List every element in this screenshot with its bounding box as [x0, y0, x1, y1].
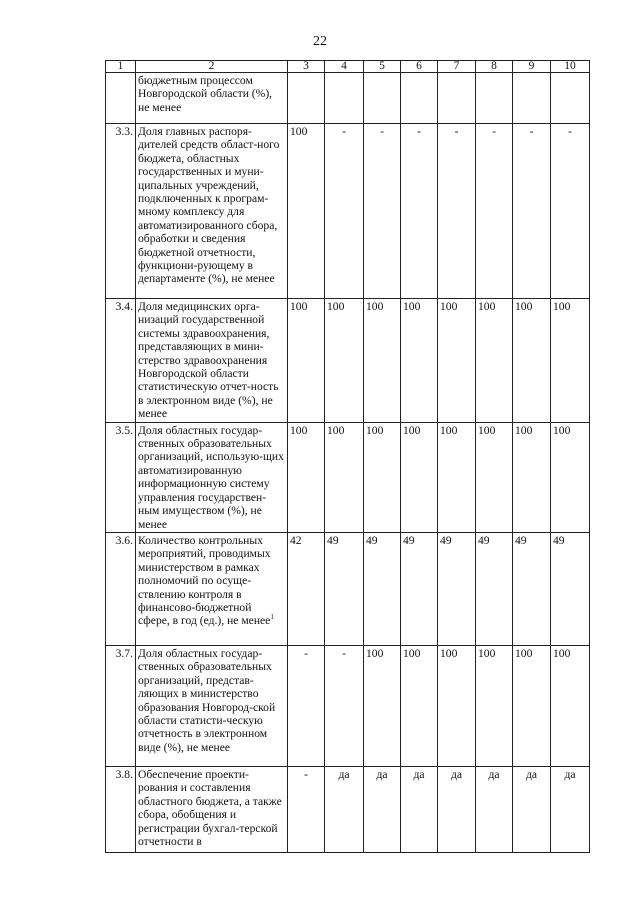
value-cell: 49	[551, 532, 590, 645]
value-cell: 100	[438, 422, 476, 532]
table-row	[106, 124, 590, 299]
value-cell: 49	[325, 532, 364, 645]
indicator-text-content: Доля областных государ-ственных образовательных организаций, представ-ляющих в министерство образования Новгород-ской области статисти-ческую отчетность в электронном виде (%), не менее	[138, 646, 276, 754]
row-number: 3.7.	[106, 645, 136, 766]
table-row	[106, 299, 590, 423]
value-cell	[513, 73, 551, 124]
value-cell: да	[438, 766, 476, 852]
value-cell: -	[364, 124, 401, 299]
value-cell: 100	[513, 422, 551, 532]
value-cell	[401, 73, 438, 124]
row-number: 3.3.	[106, 124, 136, 299]
indicator-text	[136, 124, 288, 299]
indicator-text-content: Доля медицинских орга-низаций государственной системы здравоохранения, представляющих в мини-стерство здравоохранения Новгородской области статистическую отчет-ность в электронном виде (%), не менее	[138, 300, 279, 421]
header-cell: 9	[513, 61, 551, 73]
value-cell: да	[401, 766, 438, 852]
header-cell: 1	[106, 61, 136, 73]
indicators-table	[105, 60, 590, 853]
table-row	[106, 766, 590, 852]
value-cell: -	[288, 645, 325, 766]
value-cell: 100	[288, 422, 325, 532]
value-cell: 100	[476, 422, 513, 532]
value-cell: 49	[476, 532, 513, 645]
value-cell: да	[325, 766, 364, 852]
indicator-text	[136, 73, 288, 124]
table-row	[106, 73, 590, 124]
header-cell: 3	[288, 61, 325, 73]
value-cell: 100	[288, 124, 325, 299]
value-cell: 100	[364, 299, 401, 423]
value-cell	[476, 73, 513, 124]
row-number: 3.8.	[106, 766, 136, 852]
header-cell: 5	[364, 61, 401, 73]
value-cell: 100	[288, 299, 325, 423]
header-cell: 7	[438, 61, 476, 73]
value-cell: -	[551, 124, 590, 299]
indicator-text-content: Доля главных распоря-дителей средств област-ного бюджета, областных государственных и муни-ципальных учреждений, подключенных к програм-мному комплексу для автоматизированного сбора, обработки и сведения бюджетной отчетности, функциони-рующему в департаменте (%), не менее	[138, 125, 280, 286]
value-cell: -	[476, 124, 513, 299]
value-cell: 100	[364, 422, 401, 532]
table-row	[106, 532, 590, 645]
value-cell: 100	[551, 645, 590, 766]
value-cell: 100	[476, 299, 513, 423]
table-row	[106, 645, 590, 766]
value-cell: 100	[513, 299, 551, 423]
value-cell	[325, 73, 364, 124]
value-cell: -	[325, 124, 364, 299]
indicator-text	[136, 766, 288, 852]
indicator-text-content: Доля областных государ-ственных образовательных организаций, использую-щих автоматизированную информационную систему управления государствен-ным имуществом (%), не менее	[138, 423, 284, 531]
header-cell: 10	[551, 61, 590, 73]
value-cell: 100	[401, 645, 438, 766]
value-cell	[551, 73, 590, 124]
header-cell: 8	[476, 61, 513, 73]
row-number	[106, 73, 136, 124]
header-row	[106, 61, 590, 73]
value-cell: 100	[401, 299, 438, 423]
value-cell: 100	[401, 422, 438, 532]
indicator-text	[136, 532, 288, 645]
row-number: 3.5.	[106, 422, 136, 532]
indicator-text	[136, 422, 288, 532]
indicator-text-content: Обеспечение проекти-рования и составления областного бюджета, а также сбора, обобщения и регистрации бухгал-терской отчетности в	[138, 767, 282, 848]
value-cell: 100	[325, 299, 364, 423]
table-row	[106, 422, 590, 532]
value-cell: 100	[476, 645, 513, 766]
value-cell: 49	[364, 532, 401, 645]
indicator-text	[136, 645, 288, 766]
indicator-text-content: Количество контрольных мероприятий, проводимых министерством в рамках полномочий по осуще-ствлению контроля в финансово-бюджетной сфере, в год (ед.), не менее	[138, 533, 271, 628]
value-cell: -	[401, 124, 438, 299]
header-cell: 2	[136, 61, 288, 73]
page-number: 22	[313, 34, 327, 49]
value-cell: да	[513, 766, 551, 852]
header-cell: 6	[401, 61, 438, 73]
row-number: 3.4.	[106, 299, 136, 423]
value-cell: 42	[288, 532, 325, 645]
value-cell	[438, 73, 476, 124]
value-cell: 100	[551, 422, 590, 532]
value-cell: 100	[438, 299, 476, 423]
value-cell: -	[513, 124, 551, 299]
value-cell: 49	[438, 532, 476, 645]
footnote-marker: 1	[270, 613, 274, 622]
value-cell: да	[364, 766, 401, 852]
header-cell: 4	[325, 61, 364, 73]
value-cell: 100	[364, 645, 401, 766]
value-cell: -	[288, 766, 325, 852]
value-cell: 100	[513, 645, 551, 766]
value-cell: 100	[438, 645, 476, 766]
value-cell: -	[438, 124, 476, 299]
indicator-text	[136, 299, 288, 423]
value-cell: да	[551, 766, 590, 852]
value-cell: -	[325, 645, 364, 766]
value-cell: 49	[401, 532, 438, 645]
row-number: 3.6.	[106, 532, 136, 645]
value-cell: 100	[551, 299, 590, 423]
indicator-text-content: бюджетным процессом Новгородской области (%), не менее	[138, 74, 273, 114]
value-cell: 100	[325, 422, 364, 532]
value-cell: 49	[513, 532, 551, 645]
value-cell: да	[476, 766, 513, 852]
value-cell	[364, 73, 401, 124]
value-cell	[288, 73, 325, 124]
